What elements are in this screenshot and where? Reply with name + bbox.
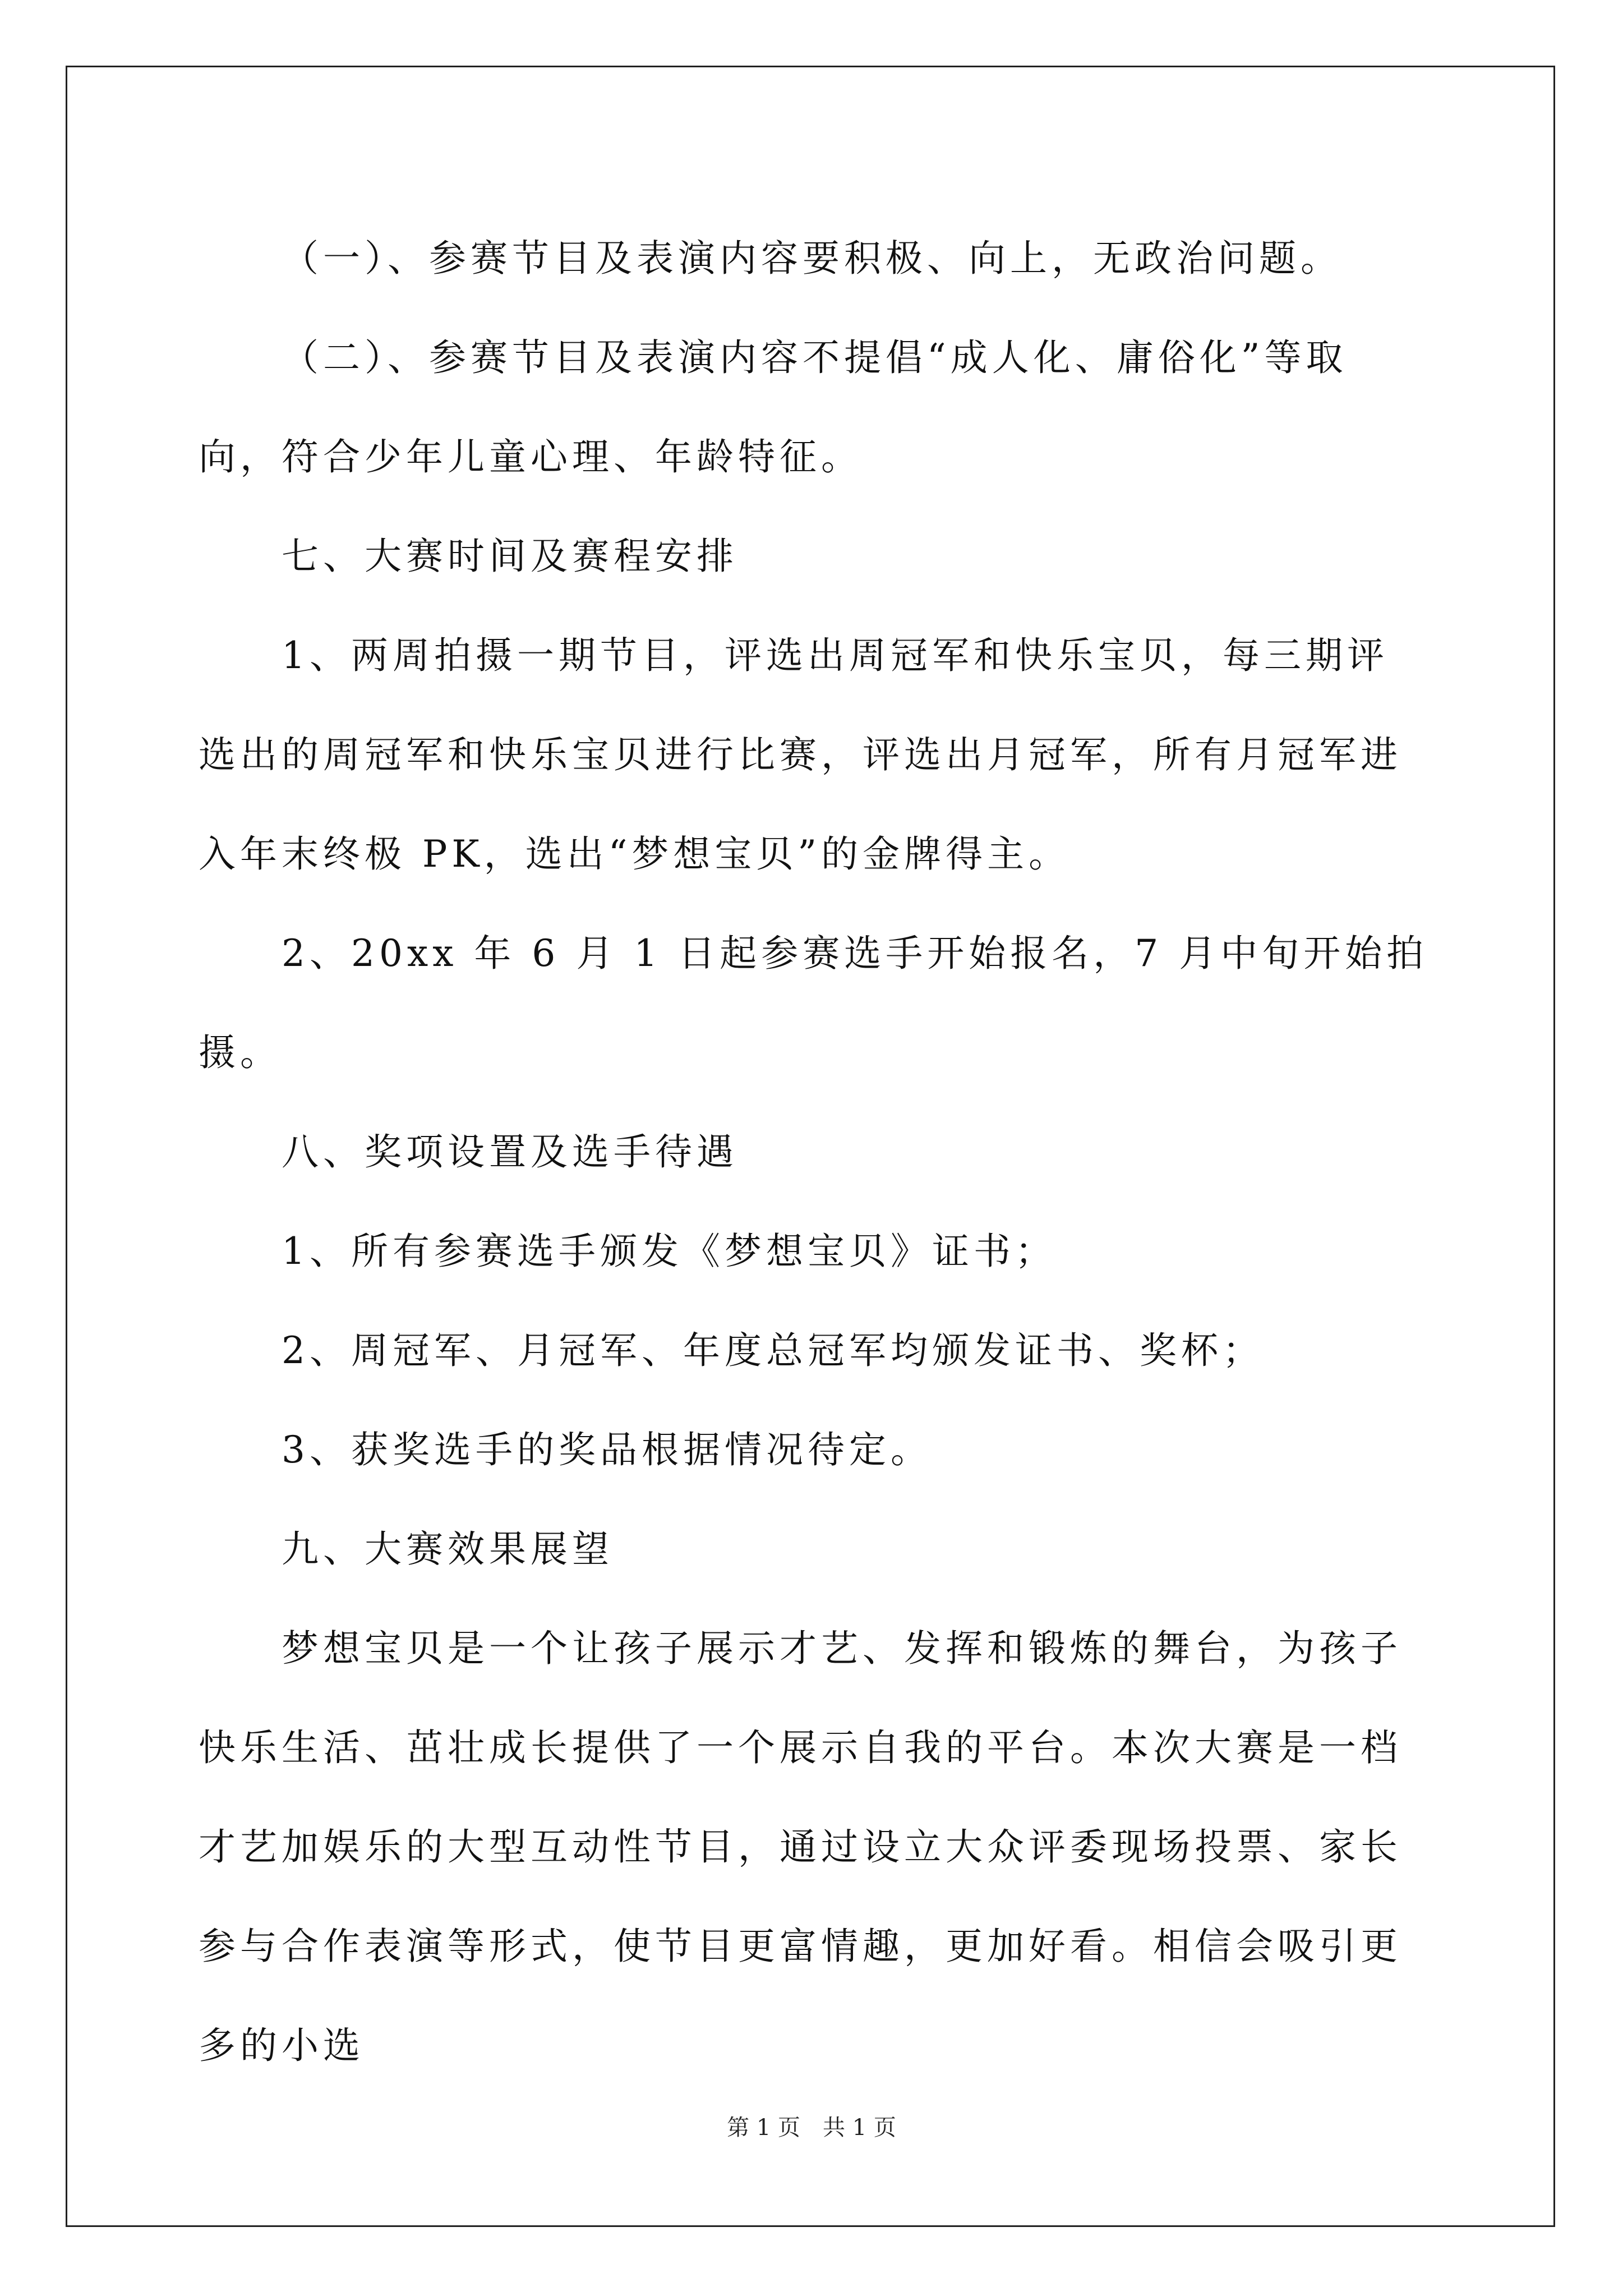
paragraph-11: 梦想宝贝是一个让孩子展示才艺、发挥和锻炼的舞台，为孩子快乐生活、茁壮成长提供了一个展示自我的平台。本次大赛是一档才艺加娱乐的大型互动性节目，通过设立大众评委现场投票、家长参与合作表演等形式，使节目更富情趣，更加好看。相信会吸引更多的小选 xyxy=(199,1627,1402,2067)
paragraph-9: 3、获奖选手的奖品根据情况待定。 xyxy=(282,1428,932,1471)
section-heading-7: 七、大赛时间及赛程安排 xyxy=(282,535,738,578)
paragraph-2: （二）、参赛节目及表演内容不提倡“成人化、庸俗化”等取向，符合少年儿童心理、年龄特征。 xyxy=(199,336,1348,478)
paragraph-8: 2、周冠军、月冠军、年度总冠军均颁发证书、奖杯； xyxy=(282,1329,1264,1372)
paragraph-7: 1、所有参赛选手颁发《梦想宝贝》证书； xyxy=(282,1230,1057,1273)
section-heading-8: 八、奖项设置及选手待遇 xyxy=(282,1130,738,1174)
paragraph-5: 2、20xx 年 6 月 1 日起参赛选手开始报名，7 月中旬开始拍摄。 xyxy=(199,932,1428,1074)
paragraph-1: （一）、参赛节目及表演内容要积极、向上，无政治问题。 xyxy=(282,237,1342,280)
section-heading-9: 九、大赛效果展望 xyxy=(282,1527,614,1571)
document-body xyxy=(199,209,1430,2095)
page-footer: 第 1 页 共 1 页 xyxy=(727,2115,896,2141)
paragraph-4: 1、两周拍摄一期节目，评选出周冠军和快乐宝贝，每三期评选出的周冠军和快乐宝贝进行比赛，评选出月冠军，所有月冠军进入年末终极 PK，选出“梦想宝贝”的金牌得主。 xyxy=(199,634,1402,876)
